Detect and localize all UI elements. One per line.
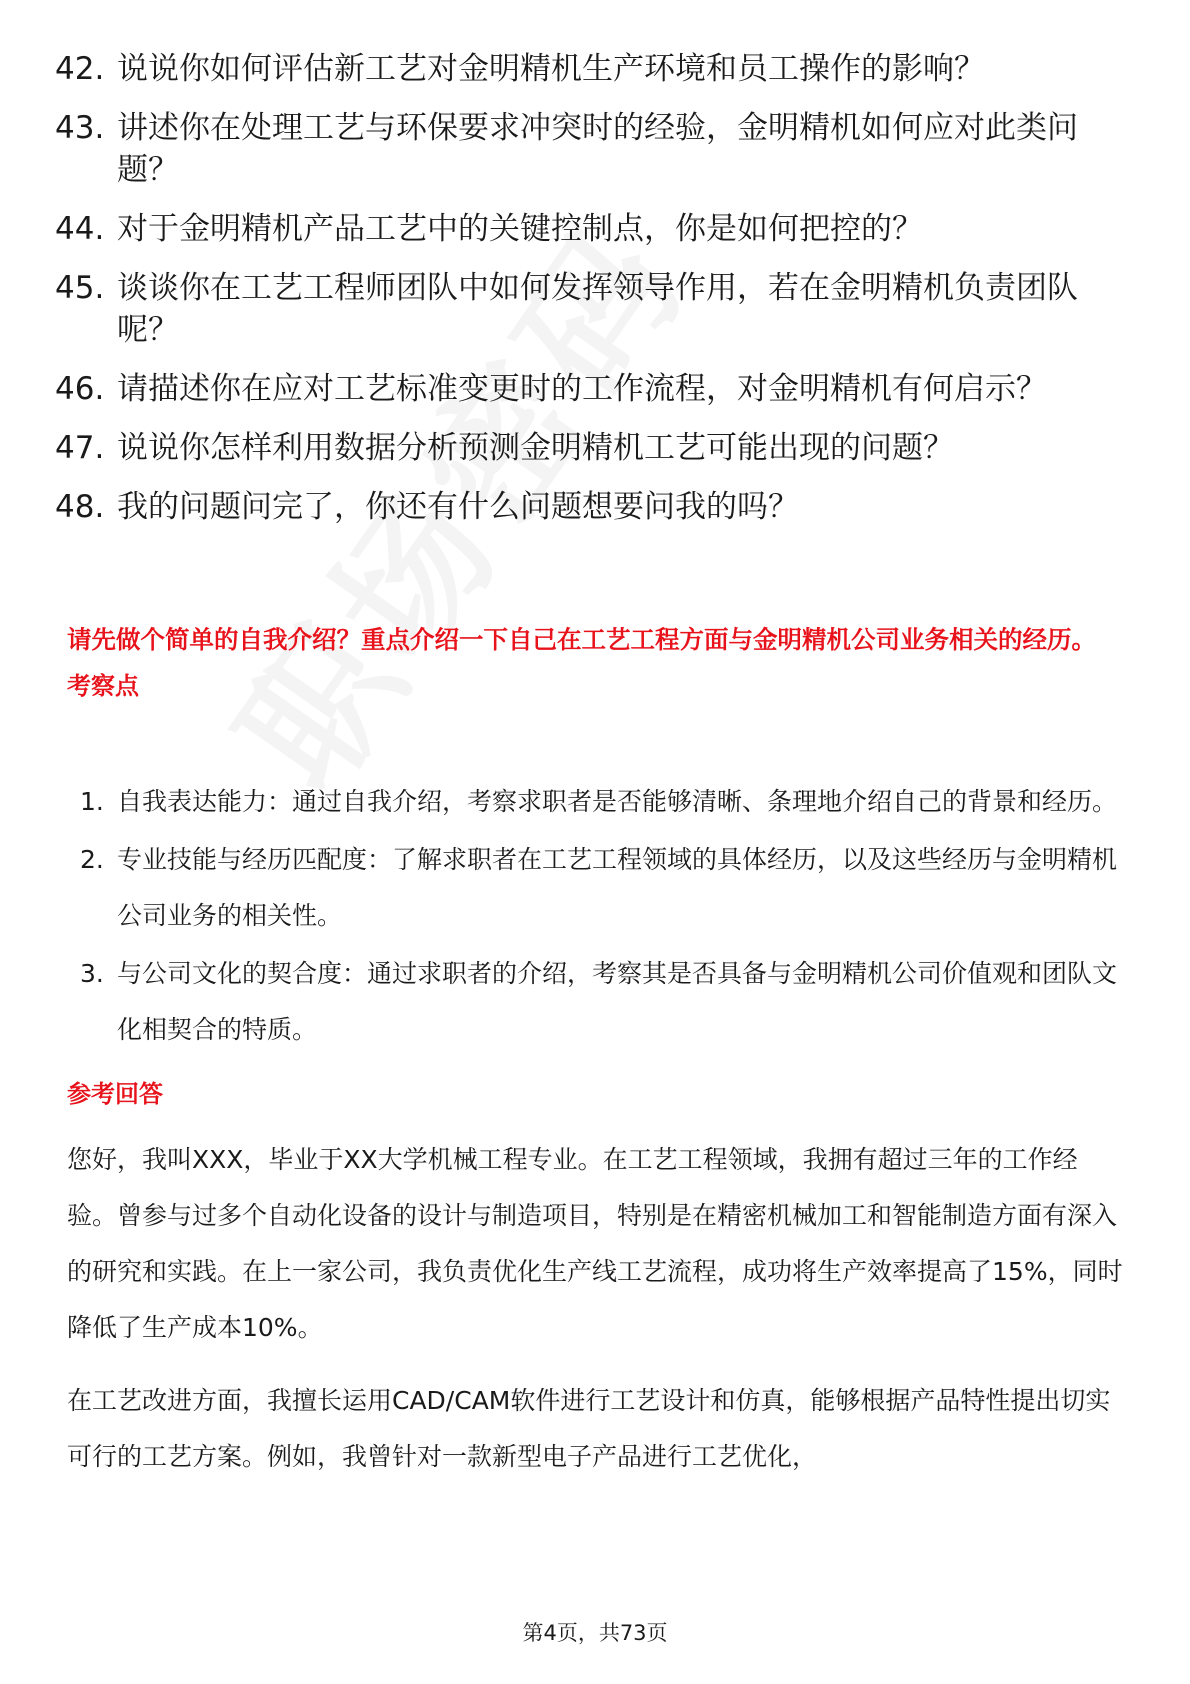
question-number: 42. xyxy=(55,51,105,87)
question-text: 请描述你在应对工艺标准变更时的工作流程，对金明精机有何启示？ xyxy=(117,371,1047,407)
question-text: 讲述你在处理工艺与环保要求冲突时的经验，金明精机如何应对此类问题？ xyxy=(117,110,1078,188)
question-text: 说说你怎样利用数据分析预测金明精机工艺可能出现的问题？ xyxy=(117,430,954,466)
point-number: 2. xyxy=(80,845,104,874)
question-item xyxy=(55,208,1135,250)
question-item xyxy=(55,267,1135,351)
assessment-points xyxy=(80,774,1120,1060)
question-item xyxy=(55,486,1135,528)
question-text: 对于金明精机产品工艺中的关键控制点，你是如何把控的？ xyxy=(117,211,923,247)
point-text: 与公司文化的契合度：通过求职者的介绍，考察其是否具备与金明精机公司价值观和团队文化相契合的特质。 xyxy=(117,959,1118,1044)
question-text: 谈谈你在工艺工程师团队中如何发挥领导作用，若在金明精机负责团队呢？ xyxy=(117,270,1078,348)
assessment-point xyxy=(80,774,1120,830)
assessment-point xyxy=(80,946,1120,1058)
point-number: 1. xyxy=(80,787,104,816)
page-footer: 第4页，共73页 xyxy=(522,1621,668,1645)
question-number: 48. xyxy=(55,489,105,525)
question-number: 46. xyxy=(55,371,105,407)
featured-question: 请先做个简单的自我介绍？重点介绍一下自己在工艺工程方面与金明精机公司业务相关的经历。 xyxy=(67,625,1096,654)
assessment-heading: 考察点 xyxy=(67,672,139,700)
question-item xyxy=(55,107,1135,191)
question-item xyxy=(55,368,1135,410)
assessment-point xyxy=(80,832,1120,944)
point-number: 3. xyxy=(80,959,104,988)
question-item xyxy=(55,427,1135,469)
point-text: 自我表达能力：通过自我介绍，考察求职者是否能够清晰、条理地介绍自己的背景和经历。 xyxy=(117,787,1118,816)
point-text: 专业技能与经历匹配度：了解求职者在工艺工程领域的具体经历，以及这些经历与金明精机公司业务的相关性。 xyxy=(117,845,1118,930)
reference-paragraph: 您好，我叫XXX，毕业于XX大学机械工程专业。在工艺工程领域，我拥有超过三年的工作经验。曾参与过多个自动化设备的设计与制造项目，特别是在精密机械加工和智能制造方面有深入的研究和实践。在上一家公司，我负责优化生产线工艺流程，成功将生产效率提高了15%，同时降低了生产成本10%。 xyxy=(67,1145,1123,1342)
reference-paragraph: 在工艺改进方面，我擅长运用CAD/CAM软件进行工艺设计和仿真，能够根据产品特性提出切实可行的工艺方案。例如，我曾针对一款新型电子产品进行工艺优化， xyxy=(67,1386,1111,1471)
question-number: 47. xyxy=(55,430,105,466)
question-number: 43. xyxy=(55,110,105,146)
question-list xyxy=(55,48,1135,545)
question-item xyxy=(55,48,1135,90)
question-number: 45. xyxy=(55,270,105,306)
question-text: 说说你如何评估新工艺对金明精机生产环境和员工操作的影响？ xyxy=(117,51,985,87)
question-number: 44. xyxy=(55,211,105,247)
question-text: 我的问题问完了，你还有什么问题想要问我的吗？ xyxy=(117,489,799,525)
reference-heading: 参考回答 xyxy=(67,1080,163,1108)
